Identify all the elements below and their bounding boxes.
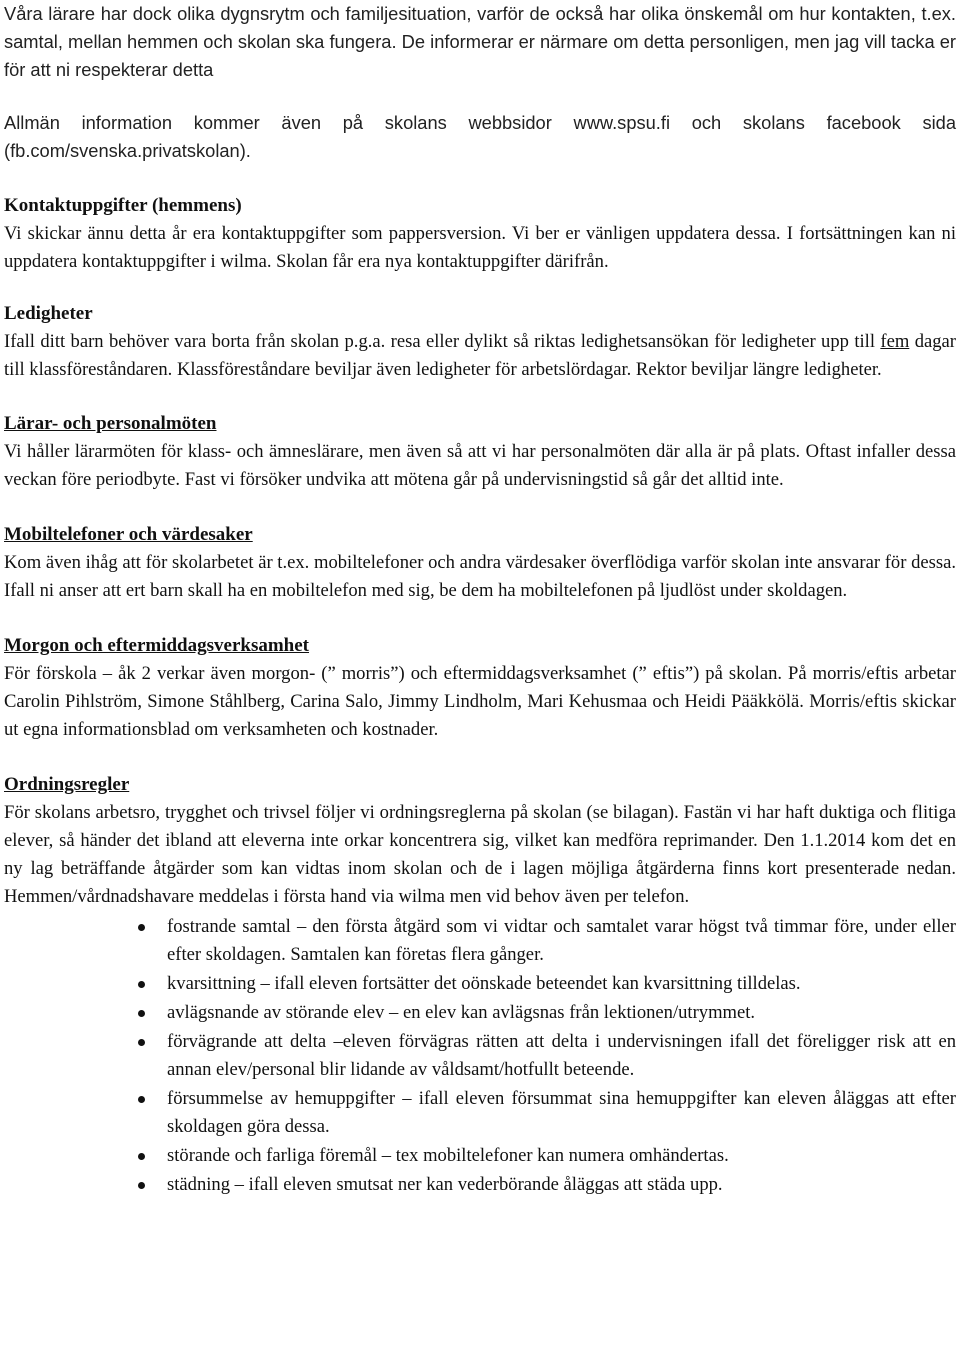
section-heading-ordning: Ordningsregler (4, 774, 130, 795)
list-item: störande och farliga föremål – tex mobiltelefoner kan numera omhändertas. (167, 1142, 956, 1170)
website-info-paragraph: Allmän information kommer även på skolans webbsidor www.spsu.fi och skolans facebook sida (fb.com/svenska.privatskolan). (4, 112, 956, 161)
list-item: kvarsittning – ifall eleven fortsätter det oönskade beteendet kan kvarsittning tilldelas. (167, 970, 956, 998)
ledigheter-underlined-word: fem (880, 331, 910, 352)
spacer (4, 384, 956, 410)
spacer (4, 605, 956, 632)
section-body-moten: Vi håller lärarmöten för klass- och ämneslärare, men även så att vi har personalmöten där alla är på plats. Oftast infaller dessa veckan före periodbyte. Fast vi försöker undvika att mötena går på undervisningstid så går det alltid inte. (4, 441, 956, 490)
section-body-morgon: För förskola – åk 2 verkar även morgon- (” morris”) och eftermiddagsverksamhet (” eftis”) på skolan. På morris/eftis arbetar Carolin Pihlström, Simone Ståhlberg, Carina Salo, Jimmy Lindholm, Mari Kehusmaa och Heidi Pääkkölä. Morris/eftis skickar ut egna informationsblad om verksamheten och kostnader. (4, 663, 956, 740)
list-item: städning – ifall eleven smutsat ner kan vederbörande åläggas att städa upp. (167, 1171, 956, 1199)
spacer (4, 494, 956, 521)
section-heading-kontakt: Kontaktuppgifter (hemmens) (4, 195, 242, 216)
section-heading-ledigheter: Ledigheter (4, 303, 93, 324)
ledigheter-text-a: Ifall ditt barn behöver vara borta från skolan p.g.a. resa eller dylikt så riktas ledighetsansökan för ledigheter upp till (4, 331, 881, 352)
section-body-mobil: Kom även ihåg att för skolarbetet är t.ex. mobiltelefoner och andra värdesaker överflödiga varför skolan inte ansvarar för dessa. Ifall ni anser att ert barn skall ha en mobiltelefon med sig, be dem ha mobiltelefonen på ljudlöst under skoldagen. (4, 552, 956, 601)
section-heading-mobil: Mobiltelefoner och värdesaker (4, 524, 253, 545)
spacer (4, 84, 956, 109)
section-body-ledigheter (4, 328, 956, 384)
intro-paragraph: Våra lärare har dock olika dygnsrytm och familjesituation, varför de också har olika önskemål om hur kontakten, t.ex. samtal, mellan hemmen och skolan ska fungera. De informerar er närmare om detta personligen, men jag vill tacka er för att ni respekterar detta (4, 3, 956, 80)
spacer (4, 165, 956, 192)
list-item: fostrande samtal – den första åtgärd som vi vidtar och samtalet varar högst två timmar före, under eller efter skoldagen. Samtalen kan företas flera gånger. (167, 913, 956, 969)
spacer (4, 744, 956, 771)
list-item: avlägsnande av störande elev – en elev kan avlägsnas från lektionen/utrymmet. (167, 999, 956, 1027)
spacer (4, 276, 956, 300)
section-body-kontakt: Vi skickar ännu detta år era kontaktuppgifter som pappersversion. Vi ber er vänligen uppdatera dessa. I fortsättningen kan ni uppdatera kontaktuppgifter i wilma. Skolan får era nya kontaktuppgifter därifrån. (4, 223, 956, 272)
list-item: förvägrande att delta –eleven förvägras rätten att delta i undervisningen ifall det föreligger risk att en annan elev/personal blir lidande av våldsamt/hotfullt beteende. (167, 1028, 956, 1084)
measures-list (4, 913, 956, 1199)
section-heading-morgon: Morgon och eftermiddagsverksamhet (4, 635, 310, 656)
ledigheter-text-b: dagar till klassföreståndaren. Klassföreståndare beviljar även ledigheter för arbetslördagar. Rektor beviljar längre ledigheter. (4, 331, 956, 380)
section-body-ordning: För skolans arbetsro, trygghet och trivsel följer vi ordningsreglerna på skolan (se bilagan). Fastän vi har haft duktiga och flitiga elever, så händer det ibland att eleverna inte orkar koncentrera sig, vilket kan medföra reprimander. Den 1.1.2014 kom det en ny lag beträffande åtgärder som kan vidtas inom skolan och de i lagen möjliga åtgärderna finns kort presenterade nedan. Hemmen/vårdnadshavare meddelas i första hand via wilma men vid behov även per telefon. (4, 802, 956, 907)
list-item: försummelse av hemuppgifter – ifall eleven försummat sina hemuppgifter kan eleven åläggas att efter skoldagen göra dessa. (167, 1085, 956, 1141)
section-heading-moten: Lärar- och personalmöten (4, 413, 217, 434)
